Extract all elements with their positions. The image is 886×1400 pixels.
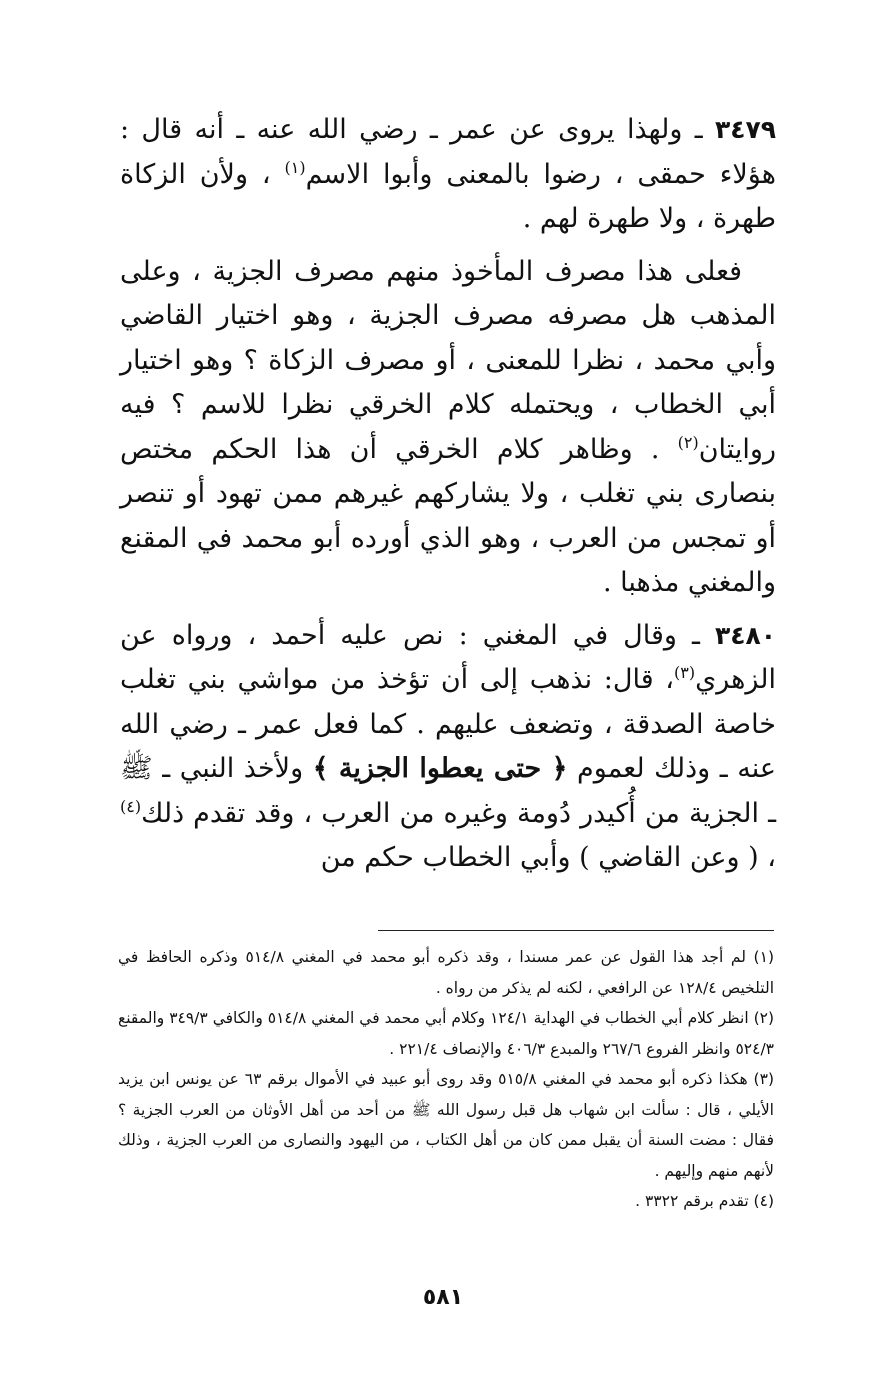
quran-quote: ﴿ حتى يعطوا الجزية ﴾ bbox=[312, 753, 568, 784]
footnote-ref[interactable]: (٣) bbox=[674, 663, 696, 682]
page-number: ٥٨١ bbox=[422, 1285, 464, 1310]
footnote-1: (١) لم أجد هذا القول عن عمر مسندا ، وقد ذكره أبو محمد في المغني ٥١٤/٨ وذكره الحافظ في التلخيص ١٢٨/٤ عن الرافعي ، لكنه لم يذكر من رواه . bbox=[118, 948, 774, 997]
text-segment: فعلى هذا مصرف المأخوذ منهم مصرف الجزية ، وعلى المذهب هل مصرفه مصرف الجزية ، وهو اختيار القاضي وأبي محمد ، نظرا للمعنى ، أو مصرف الزكاة ؟ وهو اختيار أبي الخطاب ، ويحتمله كلام الخرقي نظرا للاسم ؟ فيه روايتان bbox=[120, 255, 776, 465]
main-text bbox=[120, 108, 776, 881]
footnote-divider bbox=[378, 930, 774, 931]
paragraph-commentary bbox=[120, 250, 776, 606]
footnote-2: (٢) انظر كلام أبي الخطاب في الهداية ١٢٤/١ وكلام أبي محمد في المغني ٥١٤/٨ والكافي ٣٤٩/٣ والمقنع ٥٢٤/٣ وانظر الفروع ٢٦٧/٦ والمبدع ٤٠٦/٣ والإنصاف ٢٢١/٤ . bbox=[118, 1009, 775, 1058]
text-segment: ـ وقال في المغني : نص عليه أحمد ، ورواه عن الزهري bbox=[120, 619, 776, 695]
footnotes bbox=[118, 942, 774, 1217]
footnote-ref[interactable]: (٢) bbox=[677, 432, 699, 452]
entry-number: ٣٤٨٠ bbox=[714, 620, 776, 650]
text-segment: ، قال: نذهب إلى أن تؤخذ من مواشي بني تغلب خاصة الصدقة ، وتضعف عليهم . كما فعل عمر ـ رضي الله عنه ـ وذلك لعموم bbox=[120, 664, 776, 784]
footnote-4: (٤) تقدم برقم ٣٣٢٢ . bbox=[635, 1192, 774, 1210]
footnote-ref[interactable]: (١) bbox=[284, 157, 306, 177]
text-segment: ولأخذ النبي ـ ﷺ ـ الجزية من أُكيدر دُومة وغيره من العرب ، وقد تقدم ذلك bbox=[120, 753, 776, 829]
paragraph-3480 bbox=[120, 614, 776, 881]
text-segment: ، ( وعن القاضي ) وأبي الخطاب حكم من bbox=[320, 842, 776, 873]
text-segment: . وظاهر كلام الخرقي أن هذا الحكم مختص بنصارى بني تغلب ، ولا يشاركهم غيرهم ممن تهود أو تنصر أو تمجس من العرب ، وهو الذي أورده أبو محمد في المقنع والمغني مذهبا . bbox=[120, 433, 776, 598]
text-segment: ، ولأن الزكاة طهرة ، ولا طهرة لهم . bbox=[120, 158, 776, 234]
footnote-3: (٣) هكذا ذكره أبو محمد في المغني ٥١٥/٨ وقد روى أبو عبيد في الأموال برقم ٦٣ عن يونس ابن يزيد الأيلي ، قال : سألت ابن شهاب هل قبل رسول الله ﷺ من أحد من أهل الأوثان من العرب الجزية ؟ فقال : مضت السنة أن يقبل ممن كان من أهل الكتاب ، من اليهود والنصارى من العرب الجزية ، وذلك لأنهم منهم وإليهم . bbox=[118, 1070, 774, 1180]
paragraph-3479 bbox=[120, 108, 776, 242]
entry-number: ٣٤٧٩ bbox=[714, 115, 776, 144]
text-segment: ـ ولهذا يروى عن عمر ـ رضي الله عنه ـ أنه قال : هؤلاء حمقى ، رضوا بالمعنى وأبوا الاسم bbox=[120, 114, 776, 190]
footnote-ref[interactable]: (٤) bbox=[120, 796, 142, 816]
